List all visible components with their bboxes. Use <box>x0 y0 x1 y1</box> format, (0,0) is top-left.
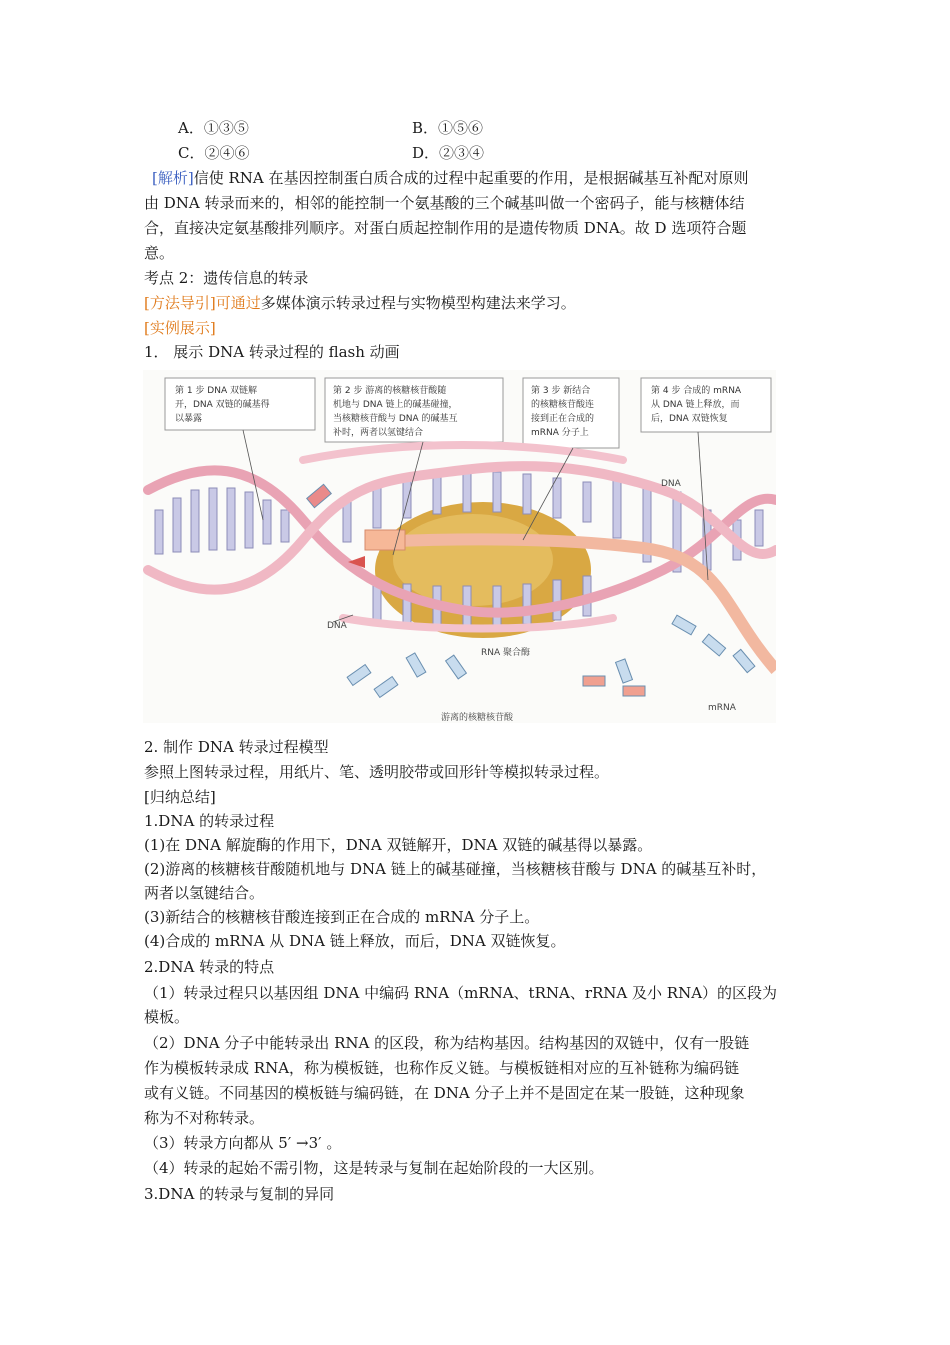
section-3-title: 3.DNA 的转录与复制的异同 <box>144 1185 335 1203</box>
section-2-line-4: 作为模板转录成 RNA，称为模板链，也称作反义链。与模板链相对应的互补链称为编码链 <box>144 1059 740 1077</box>
analysis-line-4: 意。 <box>144 244 175 262</box>
option-d: D．②③④ <box>412 144 485 162</box>
topic-2-heading: 考点 2：遗传信息的转录 <box>144 269 309 287</box>
label-free-nucleotides: 游离的核糖核苷酸 <box>441 713 514 723</box>
option-c: C．②④⑥ <box>178 144 250 162</box>
step-4-line-2: 从 DNA 链上释放，而 <box>651 400 740 410</box>
dna-transcription-figure <box>143 370 776 723</box>
method-highlight: 可通过 <box>215 294 261 312</box>
section-2-line-8: （4）转录的起始不需引物，这是转录与复制在起始阶段的一大区别。 <box>144 1159 604 1177</box>
section-1-line-2: (2)游离的核糖核苷酸随机地与 DNA 链上的碱基碰撞，当核糖核苷酸与 DNA 的碱基互补时， <box>144 860 767 878</box>
item-2: 2. 制作 DNA 转录过程模型 <box>144 738 329 756</box>
analysis-line-2: 由 DNA 转录而来的，相邻的能控制一个氨基酸的三个碱基叫做一个密码子，能与核糖体结 <box>144 194 745 212</box>
step-3-line-2: 的核糖核苷酸连 <box>531 400 595 410</box>
example-tag: [实例展示] <box>144 319 216 337</box>
section-1-line-1: (1)在 DNA 解旋酶的作用下，DNA 双链解开，DNA 双链的碱基得以暴露。 <box>144 836 653 854</box>
label-rna-polymerase: RNA 聚合酶 <box>481 648 531 658</box>
section-2-line-5: 或有义链。不同基因的模板链与编码链，在 DNA 分子上并不是固定在某一股链，这种现象 <box>144 1084 745 1102</box>
label-mrna: mRNA <box>708 703 736 713</box>
step-3-caption <box>523 378 619 448</box>
method-line <box>144 291 814 315</box>
step-3-line-1: 第 3 步 新结合 <box>531 386 591 396</box>
section-1-line-4: (3)新结合的核糖核苷酸连接到正在合成的 mRNA 分子上。 <box>144 908 540 926</box>
step-1-line-3: 以暴露 <box>175 414 203 424</box>
section-2-line-3: （2）DNA 分子中能转录出 RNA 的区段，称为结构基因。结构基因的双链中，仅有一股链 <box>144 1034 750 1052</box>
analysis-line-3: 合，直接决定氨基酸排列顺序。对蛋白质起控制作用的是遗传物质 DNA。故 D 选项符合题 <box>144 219 747 237</box>
option-a: A．①③⑤ <box>178 119 249 137</box>
method-tag: [方法导引] <box>144 294 216 312</box>
step-2-line-1: 第 2 步 游离的核糖核苷酸随 <box>333 386 447 396</box>
analysis-tag: [解析] <box>152 169 194 187</box>
section-2-line-6: 称为不对称转录。 <box>144 1109 265 1127</box>
method-text: 多媒体演示转录过程与实物模型构建法来学习。 <box>260 294 576 312</box>
label-dna-left: DNA <box>327 621 347 631</box>
section-1-line-5: (4)合成的 mRNA 从 DNA 链上释放，而后，DNA 双链恢复。 <box>144 932 566 950</box>
option-b: B．①⑤⑥ <box>412 119 484 137</box>
summary-tag: [归纳总结] <box>144 788 216 806</box>
step-4-line-3: 后，DNA 双链恢复 <box>651 414 728 424</box>
section-2-title: 2.DNA 转录的特点 <box>144 958 275 976</box>
step-1-line-2: 开，DNA 双链的碱基得 <box>175 400 270 410</box>
item-2-desc: 参照上图转录过程，用纸片、笔、透明胶带或回形针等模拟转录过程。 <box>144 763 610 781</box>
item-1: 1． 展示 DNA 转录过程的 flash 动画 <box>144 343 400 361</box>
step-2-line-4: 补时，两者以氢键结合 <box>333 428 424 438</box>
analysis-line-1 <box>152 166 822 190</box>
step-1-caption <box>165 378 315 430</box>
step-2-line-3: 当核糖核苷酸与 DNA 的碱基互 <box>333 414 458 424</box>
analysis-text-1: 信使 RNA 在基因控制蛋白质合成的过程中起重要的作用，是根据碱基互补配对原则 <box>193 169 749 187</box>
section-1-title: 1.DNA 的转录过程 <box>144 812 275 830</box>
section-2-line-7: （3）转录方向都从 5′ →3′ 。 <box>144 1134 342 1152</box>
step-3-line-4: mRNA 分子上 <box>531 428 589 438</box>
step-4-line-1: 第 4 步 合成的 mRNA <box>651 386 742 396</box>
step-1-line-1: 第 1 步 DNA 双链解 <box>175 386 257 396</box>
section-2-line-1: （1）转录过程只以基因组 DNA 中编码 RNA（mRNA、tRNA、rRNA 及小 RNA）的区段为 <box>144 984 778 1002</box>
section-2-line-2: 模板。 <box>144 1008 190 1026</box>
step-3-line-3: 接到正在合成的 <box>531 414 595 424</box>
step-2-line-2: 机地与 DNA 链上的碱基碰撞， <box>333 400 458 410</box>
step-2-caption <box>325 378 503 442</box>
step-4-caption <box>641 378 771 432</box>
label-dna-top: DNA <box>661 479 681 489</box>
section-1-line-3: 两者以氢键结合。 <box>144 884 265 902</box>
